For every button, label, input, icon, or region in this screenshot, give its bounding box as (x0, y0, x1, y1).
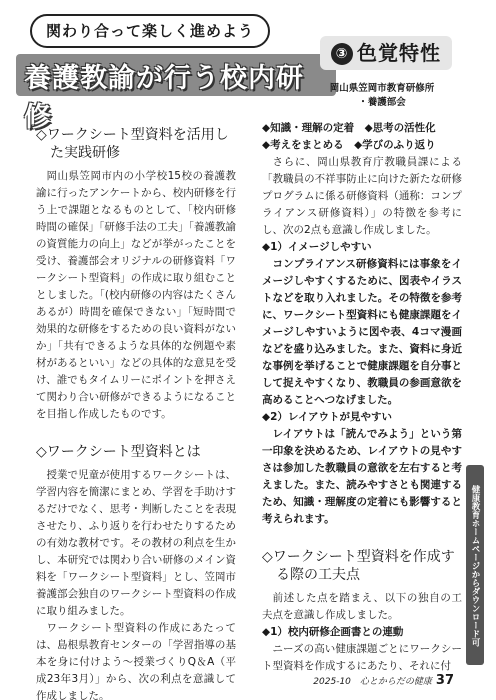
right-column (262, 120, 462, 675)
paragraph: さらに、岡山県教育庁教職員課による「教職員の不祥事防止に向けた新たな研修プログラムに係る研修資料（通称：コンプライアンス研修資料）」の特徴を参考にし、次の2点も意識し作成しました。 (262, 156, 462, 236)
section-heading-1: ◇ワークシート型資料を活用した実践研修 (36, 127, 229, 161)
download-sidebar-text: 健康教育ホームページからダウンロード可 (470, 485, 480, 647)
page-title: 養護教諭が行う校内研修 (24, 63, 304, 133)
tagline: 関わり合って楽しく進めよう (30, 14, 270, 48)
bullet-line-2: ◆考えをまとめる ◆学びのふり返り (262, 139, 436, 151)
bullet-line-1: ◆知識・理解の定着 ◆思考の活性化 (262, 122, 436, 134)
series-label: 色覚特性 (357, 41, 441, 65)
paragraph: ワークシート型資料の作成にあたっては、島根県教育センターの「学習指導の基本を身に付けよう～授業づくりQ＆A（平成23年3月）」から、次の利点を意識して作成しました。 (36, 622, 236, 700)
item-heading: ◆1）イメージしやすい (262, 241, 372, 253)
series-tag (320, 36, 452, 70)
page-number: 37 (435, 673, 454, 688)
footer (313, 673, 454, 688)
paragraph: 授業で児童が使用するワークシートは、学習内容を簡潔にまとめ、学習を手助けするだけでなく、思考・判断したことを表現させたり、ふり返りを行わせたりするための有効な教材です。その教材の利点を生かし、本研究では関わり合い研修のメイン資料を「ワークシート型資料」とし、笠岡市養護部会独自のワークシート型資料の作成に取り組みました。 (36, 469, 236, 617)
left-column (36, 120, 236, 700)
paragraph: コンプライアンス研修資料には事象をイメージしやすくするために、図表やイラストなどを取り入れました。その特徴を参考に、ワークシート型資料にも健康課題をイメージしやすいように図や表、4コマ漫画などを盛り込みました。また、資料に身近な事例を挙げることで健康課題を自分事として捉えやすくなり、教職員の参画意欲を高めることへつなげました。 (262, 258, 462, 406)
paragraph: 前述した点を踏まえ、以下の独自の工夫点を意識し作成しました。 (262, 592, 462, 621)
paragraph: 岡山県笠岡市内の小学校15校の養護教諭に行ったアンケートから、校内研修を行う上で課題となるものとして、「校内研修時間の確保」「研修手法の工夫」「養護教諭の資質能力の向上」などが挙がったことを受け、養護部会オリジナルの研修資料「ワークシート型資料」の作成に取り組むこととしました。「(校内研修の内容はたくさんあるが）時間を確保できない」「短時間で効果的な研修をするための良い資料がないか」「共有できるような具体的な例題や素材があるといい」などの具体的な意見を受け、誰でもタイムリーにポイントを押さえて関わり合い研修ができるようになることを目指し作成したものです。 (36, 170, 236, 420)
section-heading-3: ◇ワークシート型資料を作成する際の工夫点 (262, 549, 455, 583)
issue-label: 2025-10 心とからだの健康 (313, 677, 432, 687)
series-number: ③ (331, 43, 353, 65)
section-heading-2: ◇ワークシート型資料とは (36, 444, 201, 460)
author-line-2: ・養護部会 (358, 97, 406, 108)
paragraph: ニーズの高い健康課題ごとにワークシート型資料を作成するにあたり、それに付 (262, 643, 462, 672)
item-heading: ◆2）レイアウトが見やすい (262, 411, 393, 423)
paragraph: レイアウトは「読んでみよう」という第一印象を決めるため、レイアウトの見やすさは参加した教職員の意欲を左右すると考えました。また、読みやすさとも関連するため、知識・理解度の定着にも影響すると考えられます。 (262, 428, 462, 525)
author (312, 82, 452, 110)
item-heading: ◆1）校内研修企画書との連動 (262, 626, 404, 638)
author-line-1: 岡山県笠岡市教育研修所 (329, 83, 435, 94)
